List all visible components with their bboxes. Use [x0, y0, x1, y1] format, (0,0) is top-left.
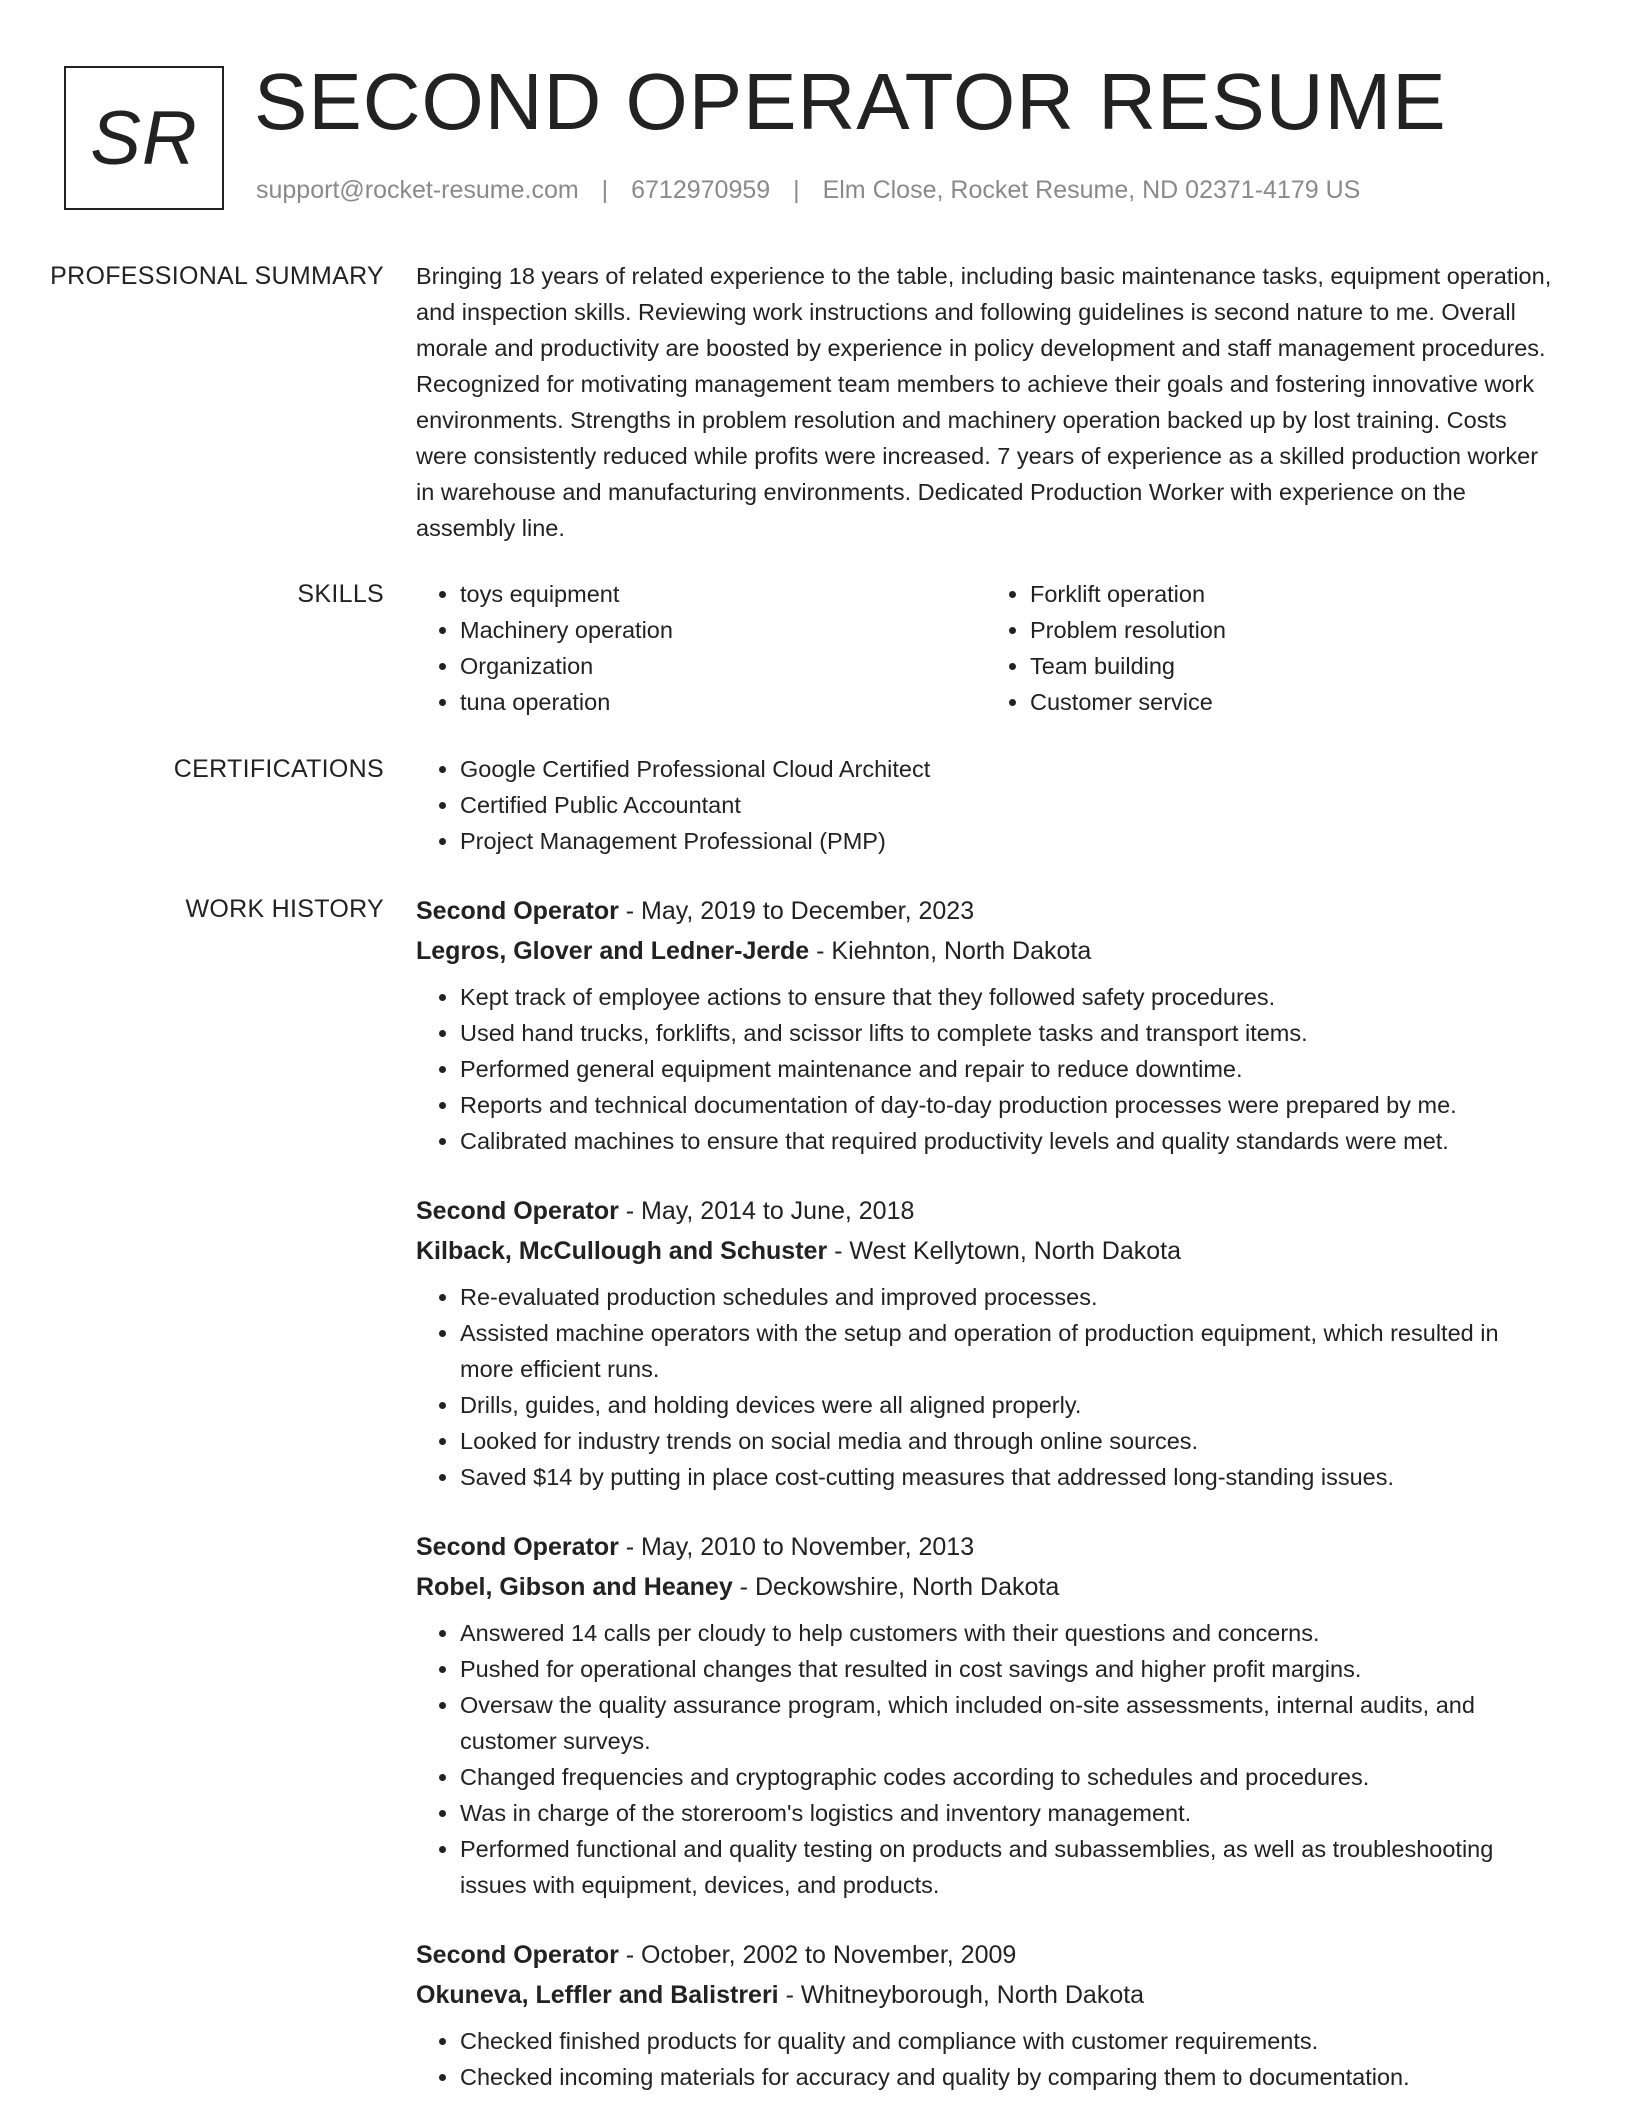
job-bullet: • Checked finished products for quality and compliance with customer requirements. — [460, 2023, 1556, 2059]
job-entry — [416, 1527, 1556, 1903]
job-location: - Whitneyborough, North Dakota — [778, 1981, 1145, 2009]
job-bullet: • Changed frequencies and cryptographic codes according to schedules and procedures. — [460, 1759, 1556, 1795]
job-company-line — [416, 1231, 1556, 1271]
job-dates: - October, 2002 to November, 2009 — [618, 1941, 1017, 1969]
job-title-line — [416, 1527, 1556, 1567]
job-bullet: • Used hand trucks, forklifts, and scissor lifts to complete tasks and transport items. — [460, 1015, 1556, 1051]
job-title-line — [416, 891, 1556, 931]
job-company: Legros, Glover and Ledner-Jerde — [416, 937, 810, 965]
job-entry — [416, 1935, 1556, 2095]
summary-text: Bringing 18 years of related experience to the table, including basic maintenance tasks, equipment operation, and inspection skills. Reviewing work instructions and following guidelines is second nature to me. Overall morale and productivity are boosted by experience in policy development and staff management procedures. Recognized for motivating management team members to achieve their goals and fostering innovative work environments. Strengths in problem resolution and machinery operation backed up by lost training. Costs were consistently reduced while profits were increased. 7 years of experience as a skilled production worker in warehouse and manufacturing environments. Dedicated Production Worker with experience on the assembly line. — [416, 263, 1552, 541]
certifications-list — [416, 751, 1556, 859]
resume-content — [0, 258, 1632, 2127]
job-title-line — [416, 1935, 1556, 1975]
skills-list-left — [416, 576, 986, 720]
job-title: Second Operator — [416, 1941, 619, 1969]
certification-item: • Google Certified Professional Cloud Architect — [460, 751, 1556, 787]
skill-item: • Problem resolution — [1030, 612, 1556, 648]
skills-list-right — [986, 576, 1556, 720]
job-bullet: • Assisted machine operators with the setup and operation of production equipment, which resulted in more efficient runs. — [460, 1315, 1556, 1387]
job-title: Second Operator — [416, 1197, 619, 1225]
job-entry — [416, 891, 1556, 1159]
certifications-section — [0, 751, 1632, 859]
summary-body — [416, 258, 1556, 546]
job-bullet: • Pushed for operational changes that resulted in cost savings and higher profit margins. — [460, 1651, 1556, 1687]
contact-separator: | — [601, 176, 609, 204]
section-label: PROFESSIONAL SUMMARY — [50, 262, 384, 290]
work-history-section — [0, 891, 1632, 2127]
skill-item: • Customer service — [1030, 684, 1556, 720]
section-label: SKILLS — [297, 580, 384, 608]
job-title: Second Operator — [416, 897, 619, 925]
skills-section — [0, 576, 1632, 720]
job-entry — [416, 1191, 1556, 1495]
job-bullet: • Oversaw the quality assurance program, which included on-site assessments, internal audits, and customer surveys. — [460, 1687, 1556, 1759]
job-bullet: • Was in charge of the storeroom's logistics and inventory management. — [460, 1795, 1556, 1831]
section-label: WORK HISTORY — [185, 895, 384, 923]
job-company-line — [416, 1567, 1556, 1607]
job-bullet: • Performed general equipment maintenance and repair to reduce downtime. — [460, 1051, 1556, 1087]
work-history-body — [416, 891, 1556, 2127]
skill-item: • Machinery operation — [460, 612, 986, 648]
job-title-line — [416, 1191, 1556, 1231]
job-dates: - May, 2019 to December, 2023 — [618, 897, 975, 925]
job-company-line — [416, 931, 1556, 971]
job-company: Okuneva, Leffler and Balistreri — [416, 1981, 779, 2009]
certification-item: • Certified Public Accountant — [460, 787, 1556, 823]
job-company: Robel, Gibson and Heaney — [416, 1573, 733, 1601]
monogram: SR — [64, 66, 224, 210]
job-location: - West Kellytown, North Dakota — [827, 1237, 1182, 1265]
skill-item: • Forklift operation — [1030, 576, 1556, 612]
page-title: SECOND OPERATOR RESUME — [254, 57, 1447, 146]
job-bullet: • Answered 14 calls per cloudy to help customers with their questions and concerns. — [460, 1615, 1556, 1651]
contact-separator: | — [793, 176, 800, 204]
job-bullets — [416, 979, 1556, 1159]
job-bullets — [416, 1279, 1556, 1495]
job-bullet: • Reports and technical documentation of day-to-day production processes were prepared by me. — [460, 1087, 1556, 1123]
contact-address: Elm Close, Rocket Resume, ND 02371-4179 US — [822, 176, 1361, 204]
job-bullet: • Re-evaluated production schedules and improved processes. — [460, 1279, 1556, 1315]
job-bullet: • Checked incoming materials for accuracy and quality by comparing them to documentation. — [460, 2059, 1556, 2095]
summary-section — [0, 258, 1632, 546]
skill-item: • Team building — [1030, 648, 1556, 684]
contact-email: support@rocket-resume.com — [256, 176, 579, 204]
job-bullet: • Kept track of employee actions to ensure that they followed safety procedures. — [460, 979, 1556, 1015]
job-location: - Deckowshire, North Dakota — [732, 1573, 1060, 1601]
job-dates: - May, 2010 to November, 2013 — [618, 1533, 975, 1561]
job-company: Kilback, McCullough and Schuster — [416, 1237, 828, 1265]
job-bullet: • Calibrated machines to ensure that required productivity levels and quality standards were met. — [460, 1123, 1556, 1159]
contact-phone: 6712970959 — [631, 176, 771, 204]
contact-line — [256, 176, 1360, 205]
job-bullet: • Looked for industry trends on social media and through online sources. — [460, 1423, 1556, 1459]
skills-body — [416, 576, 1556, 720]
job-dates: - May, 2014 to June, 2018 — [618, 1197, 915, 1225]
skill-item: • tuna operation — [460, 684, 986, 720]
job-bullet: • Saved $14 by putting in place cost-cutting measures that addressed long-standing issues. — [460, 1459, 1556, 1495]
certifications-body — [416, 751, 1556, 859]
job-bullet: • Performed functional and quality testing on products and subassemblies, as well as troubleshooting issues with equipment, devices, and products. — [460, 1831, 1556, 1903]
job-bullet: • Drills, guides, and holding devices were all aligned properly. — [460, 1387, 1556, 1423]
skill-item: • toys equipment — [460, 576, 986, 612]
section-label: CERTIFICATIONS — [173, 755, 384, 783]
skill-item: • Organization — [460, 648, 986, 684]
job-bullets — [416, 2023, 1556, 2095]
job-location: - Kiehnton, North Dakota — [809, 937, 1092, 965]
certification-item: • Project Management Professional (PMP) — [460, 823, 1556, 859]
job-title: Second Operator — [416, 1533, 619, 1561]
job-company-line — [416, 1975, 1556, 2015]
job-bullets — [416, 1615, 1556, 1903]
